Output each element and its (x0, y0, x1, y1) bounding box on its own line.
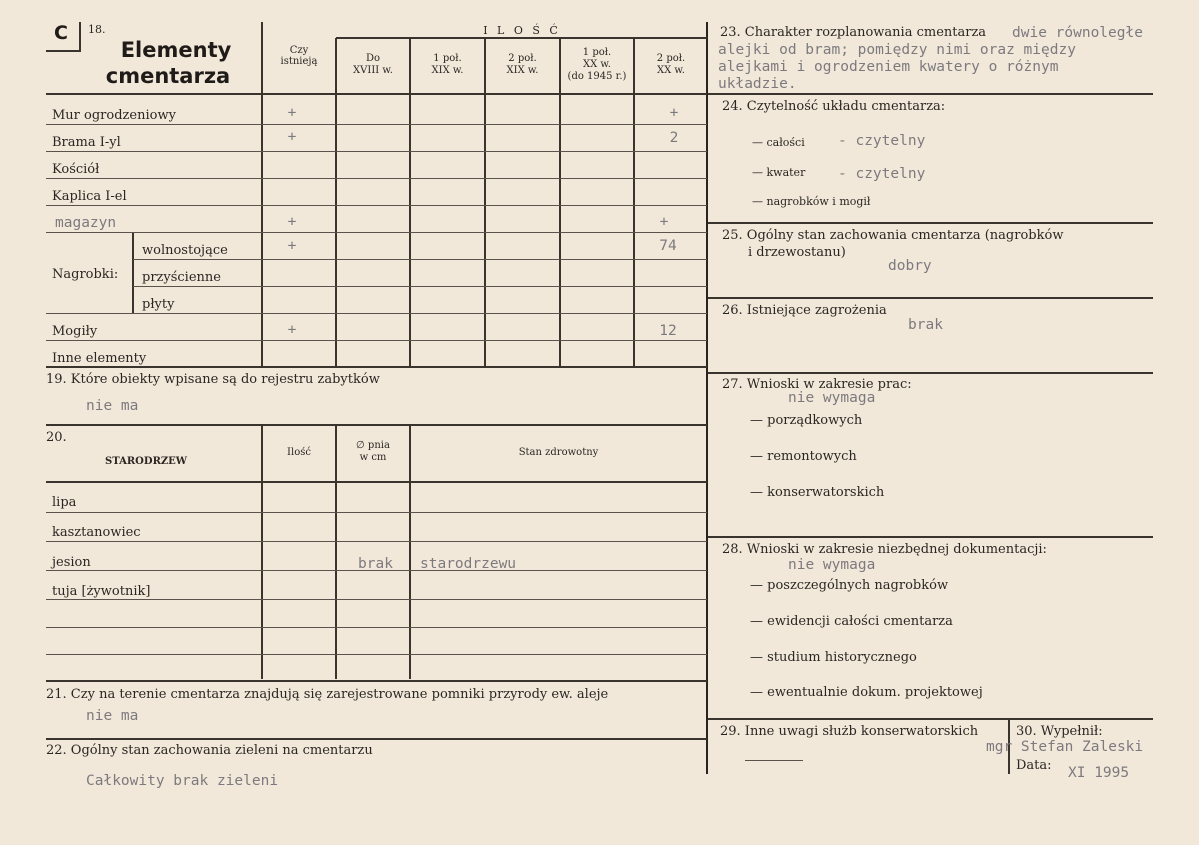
q20-header-bottom (46, 481, 707, 483)
section-number: 18. (88, 23, 106, 36)
section-title-2: cmentarza (105, 64, 231, 88)
grid-v1 (261, 22, 263, 367)
q28-item-1: — poszczególnych nagrobków (750, 578, 949, 593)
q28-answer: nie wymaga (788, 557, 876, 573)
section-c-bottom (46, 366, 707, 368)
q20-v2 (335, 425, 337, 679)
row-przyscienne-label: przyścienne (142, 270, 221, 285)
q24-answer-2: - czytelny (838, 166, 926, 182)
q28-item-3: — studium historycznego (750, 650, 917, 665)
q25-bottom (708, 297, 1153, 299)
period-4-l1: 1 poł. (582, 47, 612, 58)
q21-bottom (46, 738, 707, 740)
q20-v1 (261, 425, 263, 679)
q28-label: 28. Wnioski w zakresie niezbędnej dokumentacji: (722, 542, 1047, 557)
period-4-l3: (do 1945 r.) (567, 71, 627, 82)
q20-col-count: Ilość (287, 447, 311, 458)
q20-title: STARODRZEW (105, 456, 188, 467)
tree-lipa: lipa (52, 495, 77, 510)
grid-v3 (409, 38, 411, 367)
q29-underline (745, 760, 803, 761)
row-line-7 (133, 286, 707, 287)
q24-bottom (708, 222, 1153, 224)
q27-bottom (708, 536, 1153, 538)
q21-answer: nie ma (86, 708, 139, 724)
row-inne-label: Inne elementy (52, 351, 147, 366)
c-box-right (79, 22, 81, 52)
row-plyty-label: płyty (142, 297, 175, 312)
period-2-l2: XIX w. (431, 65, 464, 76)
q20-row-4 (46, 599, 707, 600)
period-5-l2: XX w. (657, 65, 685, 76)
row-line-1 (46, 124, 707, 125)
period-2-l1: 1 poł. (433, 53, 462, 64)
ilosc-header: I L O Ś Ć (483, 24, 561, 37)
magazyn-last: + (659, 214, 669, 230)
mur-last: + (669, 105, 679, 121)
grid-v6 (633, 38, 635, 367)
q30-label: 30. Wypełnił: (1016, 724, 1103, 739)
period-1-l2: XVIII w. (353, 65, 393, 76)
center-divider (706, 22, 708, 774)
q30-date: XI 1995 (1068, 765, 1130, 781)
row-line-6 (133, 259, 707, 260)
row-line-4 (46, 205, 707, 206)
section-title-1: Elementy (120, 38, 232, 62)
q25-answer: dobry (888, 258, 932, 274)
mogily-exists: + (287, 322, 297, 338)
q19-label: 19. Które obiekty wpisane są do rejestru zabytków (46, 372, 380, 387)
q26-label: 26. Istniejące zagrożenia (722, 303, 887, 318)
q28-bottom (708, 718, 1153, 720)
q25-label-2: i drzewostanu) (748, 245, 846, 260)
q24-item-1: — całości (752, 136, 805, 149)
q27-label: 27. Wnioski w zakresie prac: (722, 377, 912, 392)
grid-v2 (335, 38, 337, 367)
q24-item-2: — kwater (752, 166, 806, 179)
q22-answer: Całkowity brak zieleni (86, 773, 279, 789)
q24-label: 24. Czytelność układu cmentarza: (722, 99, 946, 114)
row-line-9 (46, 340, 707, 341)
q24-answer-1: - czytelny (838, 133, 926, 149)
c-box-bottom (46, 50, 80, 52)
q25-label-1: 25. Ogólny stan zachowania cmentarza (nagrobków (722, 228, 1064, 243)
period-1-l1: Do (365, 53, 381, 64)
period-4-l2: XX w. (583, 59, 611, 70)
row-line-8 (46, 313, 707, 314)
q20-row-6 (46, 654, 707, 655)
section-letter: C (54, 22, 68, 44)
q26-answer: brak (908, 317, 943, 333)
nagrobki-divider (132, 233, 134, 313)
q27-item-2: — remontowych (750, 449, 857, 464)
row-line-5 (46, 232, 707, 233)
magazyn-exists: + (287, 214, 297, 230)
q23-answer-2: alejki od bram; pomiędzy nimi oraz między (718, 42, 1076, 58)
q20-answer-2: starodrzewu (420, 556, 517, 572)
period-3-l2: XIX w. (506, 65, 539, 76)
col-exists-1: Czy (289, 45, 309, 56)
row-brama-label: Brama I-yl (52, 135, 121, 150)
q23-answer-4: układzie. (718, 76, 797, 92)
q28-item-2: — ewidencji całości cmentarza (750, 614, 953, 629)
q30-name: mgr Stefan Zaleski (986, 739, 1144, 755)
row-line-2 (46, 151, 707, 152)
q27-item-1: — porządkowych (750, 413, 863, 428)
col-exists-2: istnieją (280, 56, 318, 67)
tree-jesion: jesion (52, 555, 91, 570)
q23-answer-3: alejkami i ogrodzeniem kwatery o różnym (718, 59, 1059, 75)
q29-label: 29. Inne uwagi służb konserwatorskich (720, 724, 979, 739)
q20-row-1 (46, 512, 707, 513)
row-wolnostojace-label: wolnostojące (142, 243, 228, 258)
wolnostojace-exists: + (287, 238, 297, 254)
q20-bottom (46, 680, 707, 682)
row-magazyn-label: magazyn (55, 215, 117, 231)
grid-v5 (559, 38, 561, 367)
q20-row-5 (46, 627, 707, 628)
brama-last: 2 (669, 130, 679, 146)
q20-col-diameter-2: w cm (359, 452, 387, 463)
q20-row-2 (46, 541, 707, 542)
q20-col-diameter-1: ∅ pnia (356, 440, 390, 451)
q28-item-4: — ewentualnie dokum. projektowej (750, 685, 983, 700)
q20-number: 20. (46, 430, 67, 445)
ilosc-underline (336, 37, 707, 39)
q23-label: 23. Charakter rozplanowania cmentarza (720, 25, 987, 40)
tree-tuja: tuja [żywotnik] (52, 584, 151, 599)
q24-item-3: — nagrobków i mogił (752, 195, 871, 208)
q19-answer: nie ma (86, 398, 139, 414)
q21-label: 21. Czy na terenie cmentarza znajdują się zarejestrowane pomniki przyrody ew. aleje (46, 687, 609, 702)
wolnostojace-last: 74 (659, 238, 677, 254)
mogily-last: 12 (659, 323, 677, 339)
brama-exists: + (287, 129, 297, 145)
q20-v3 (409, 425, 411, 679)
mur-exists: + (287, 105, 297, 121)
period-3-l1: 2 poł. (508, 53, 537, 64)
q30-date-label: Data: (1016, 758, 1052, 773)
grid-v4 (484, 38, 486, 367)
row-line-3 (46, 178, 707, 179)
q22-label: 22. Ogólny stan zachowania zieleni na cmentarzu (46, 743, 373, 758)
q27-item-3: — konserwatorskich (750, 485, 885, 500)
q23-answer-1: dwie równoległe (1012, 25, 1143, 41)
row-mur-label: Mur ogrodzeniowy (52, 108, 176, 123)
q19-bottom (46, 424, 707, 426)
period-5-l1: 2 poł. (656, 53, 686, 64)
row-nagrobki-label: Nagrobki: (52, 267, 119, 282)
q20-answer-1: brak (358, 556, 393, 572)
row-mogily-label: Mogiły (52, 324, 98, 339)
q23-bottom (708, 93, 1153, 95)
q20-col-health: Stan zdrowotny (518, 447, 599, 458)
q27-answer: nie wymaga (788, 390, 876, 406)
tree-kasztanowiec: kasztanowiec (52, 525, 141, 540)
row-kaplica-label: Kaplica I-el (52, 189, 127, 204)
q26-bottom (708, 372, 1153, 374)
header-bottom (46, 93, 707, 95)
row-kosciol-label: Kościół (52, 162, 100, 177)
